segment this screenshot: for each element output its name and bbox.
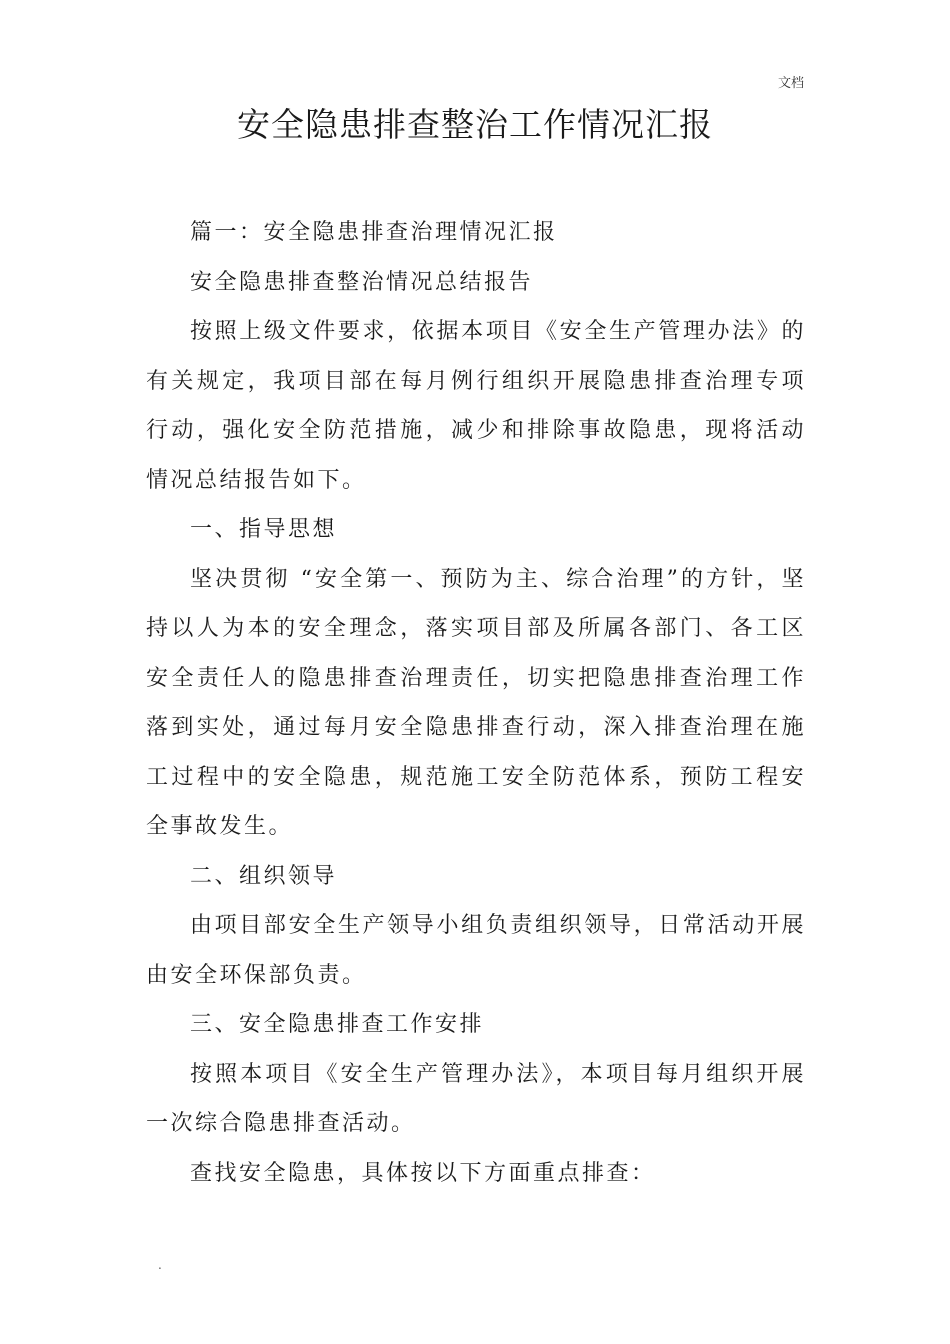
paragraph: 按照本项目《安全生产管理办法》，本项目每月组织开展一次综合隐患排查活动。 [146, 1061, 806, 1136]
header-tag: 文档 [777, 76, 804, 91]
paragraph: 坚决贯彻 “安全第一、预防为主、综合治理”的方针，坚持以人为本的安全理念，落实项目部及所属各部门、各工区安全责任人的隐患排查治理责任，切实把隐患排查治理工作落到实处，通过每月安全隐患排查行动，深入排查治理在施工过程中的安全隐患，规范施工安全防范体系，预防工程安全事故发生。 [146, 566, 806, 839]
document-body [146, 208, 806, 1198]
section-heading: 三、安全隐患排查工作安排 [190, 1012, 485, 1037]
document-title: 安全隐患排查整治工作情况汇报 [237, 105, 713, 144]
paragraph: 由项目部安全生产领导小组负责组织领导，日常活动开展由安全环保部负责。 [146, 913, 806, 988]
paragraph: 安全隐患排查整治情况总结报告 [190, 269, 534, 295]
section-heading: 二、组织领导 [190, 863, 338, 889]
paragraph: 查找安全隐患，具体按以下方面重点排查： [190, 1160, 656, 1186]
paragraph: 篇一：安全隐患排查治理情况汇报 [190, 220, 558, 245]
section-heading: 一、指导思想 [190, 517, 338, 542]
footer-mark: . [158, 1258, 162, 1272]
paragraph: 按照上级文件要求，依据本项目《安全生产管理办法》的有关规定，我项目部在每月例行组织开展隐患排查治理专项行动，强化安全防范措施，减少和排除事故隐患，现将活动情况总结报告如下。 [146, 319, 806, 493]
